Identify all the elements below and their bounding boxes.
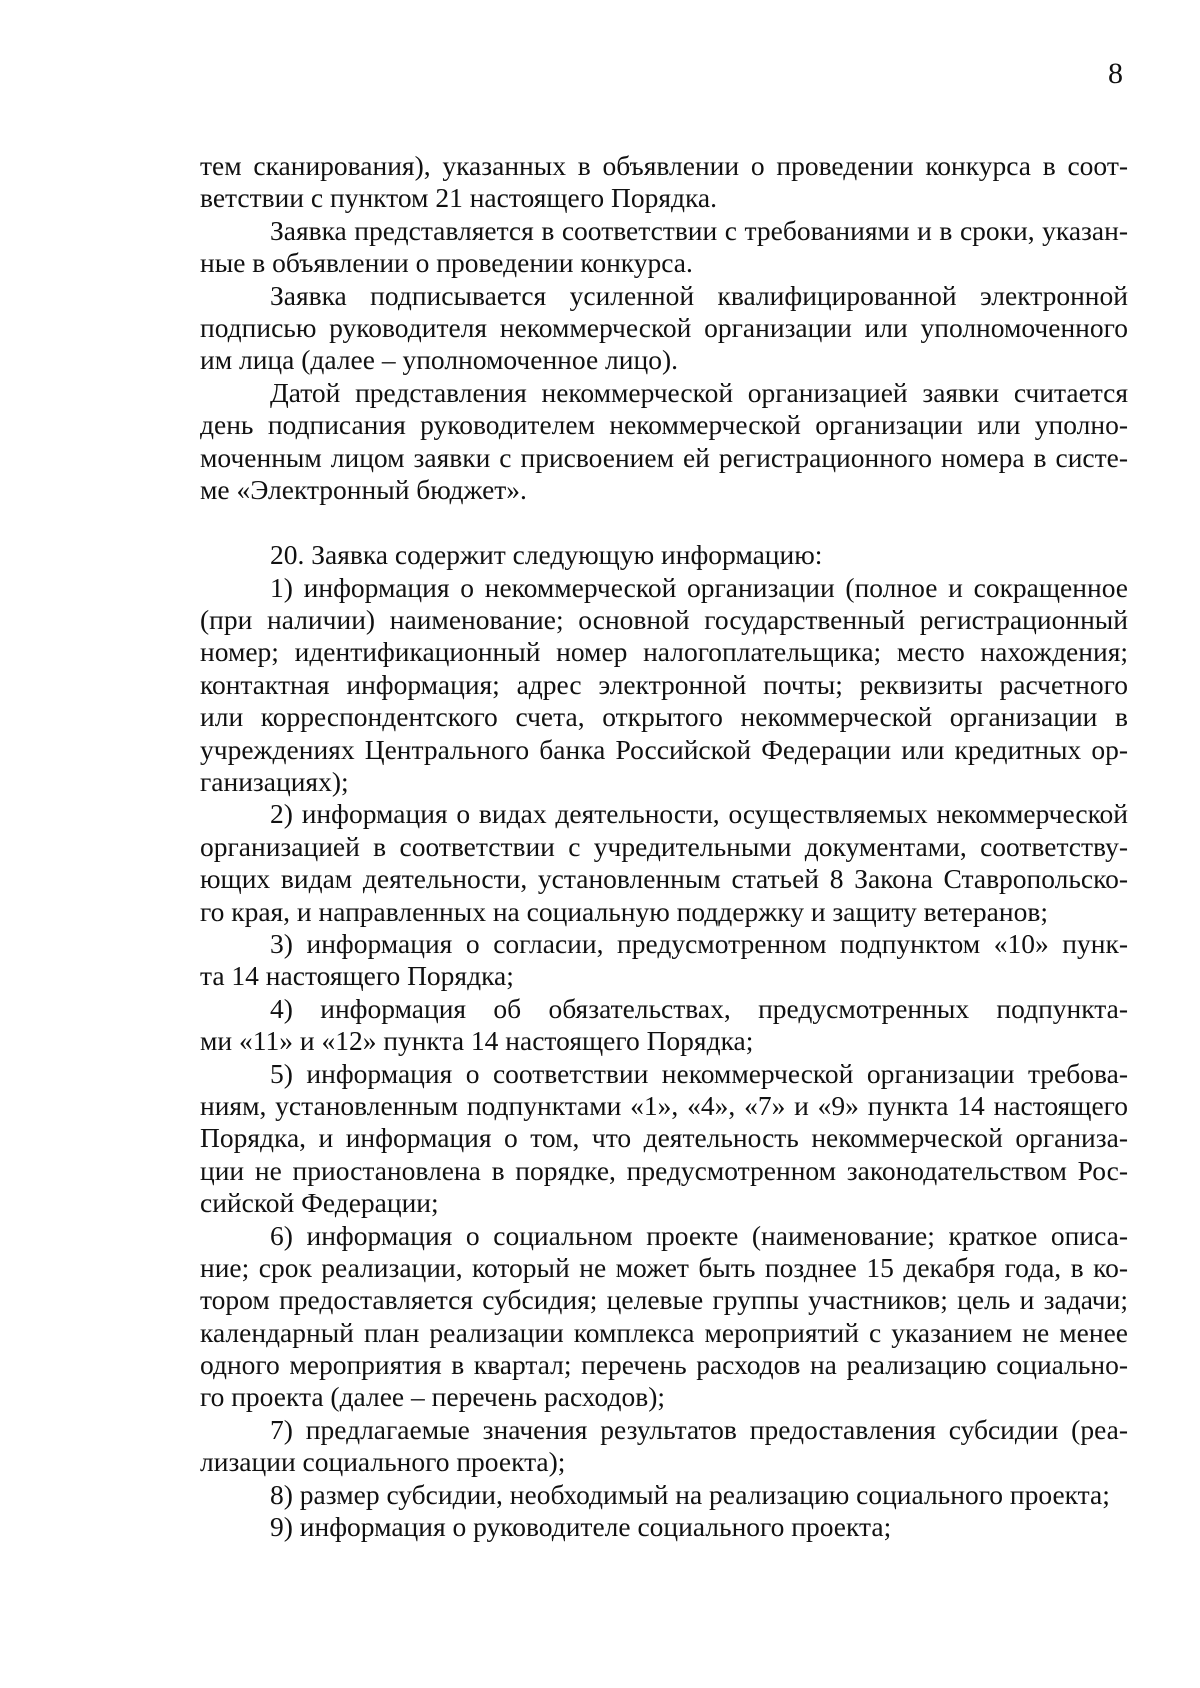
paragraph (200, 1058, 1128, 1220)
paragraph (200, 1220, 1128, 1414)
text-line: 4) информация об обязательствах, предусмотренных подпункта- (270, 992, 1128, 1024)
text-line: номер; идентификационный номер налогоплательщика; место нахождения; (200, 636, 1128, 668)
paragraph (200, 928, 1128, 993)
text-line: 20. Заявка содержит следующую информацию: (270, 539, 823, 571)
text-line: сийской Федерации; (200, 1187, 439, 1219)
text-line: та 14 настоящего Порядка; (200, 960, 514, 992)
text-line: Заявка представляется в соответствии с требованиями и в сроки, указан- (270, 214, 1128, 246)
text-line: ниям, установленным подпунктами «1», «4», «7» и «9» пункта 14 настоящего (200, 1089, 1128, 1121)
text-line: ные в объявлении о проведении конкурса. (200, 247, 693, 279)
text-line: ме «Электронный бюджет». (200, 473, 527, 505)
text-line: календарный план реализации комплекса мероприятий с указанием не менее (200, 1316, 1128, 1348)
text-line: одного мероприятия в квартал; перечень расходов на реализацию социально- (200, 1349, 1128, 1381)
text-line: им лица (далее – уполномоченное лицо). (200, 344, 679, 376)
text-line: 6) информация о социальном проекте (наименование; краткое описа- (270, 1219, 1128, 1251)
text-line: учреждениях Центрального банка Российской Федерации или кредитных ор- (200, 733, 1128, 765)
paragraph (200, 798, 1128, 928)
paragraph-gap (200, 506, 1128, 539)
text-line: ние; срок реализации, который не может быть позднее 15 декабря года, в ко- (200, 1251, 1128, 1283)
page-number: 8 (1108, 57, 1123, 90)
paragraph (200, 993, 1128, 1058)
text-line: или корреспондентского счета, открытого некоммерческой организации в (200, 701, 1128, 733)
text-line: тором предоставляется субсидия; целевые группы участников; цель и задачи; (200, 1284, 1128, 1316)
paragraph (200, 280, 1128, 377)
paragraph (200, 572, 1128, 799)
text-line: ми «11» и «12» пункта 14 настоящего Порядка; (200, 1025, 754, 1057)
text-line: организацией в соответствии с учредительными документами, соответству- (200, 830, 1128, 862)
text-line: подписью руководителя некоммерческой организации или уполномоченного (200, 311, 1128, 343)
text-line: 7) предлагаемые значения результатов предоставления субсидии (реа- (270, 1413, 1128, 1445)
text-line: ганизациях); (200, 766, 349, 798)
text-line: день подписания руководителем некоммерческой организации или уполно- (200, 409, 1128, 441)
text-line: го проекта (далее – перечень расходов); (200, 1381, 665, 1413)
document-body (200, 150, 1128, 1543)
paragraph (200, 1479, 1128, 1511)
paragraph (200, 1414, 1128, 1479)
text-line: 1) информация о некоммерческой организации (полное и сокращенное (270, 571, 1128, 603)
text-line: 2) информация о видах деятельности, осуществляемых некоммерческой (270, 798, 1128, 830)
text-line: ции не приостановлена в порядке, предусмотренном законодательством Рос- (200, 1154, 1128, 1186)
text-line: Заявка подписывается усиленной квалифицированной электронной (270, 279, 1128, 311)
text-line: тем сканирования), указанных в объявлении о проведении конкурса в соот- (200, 150, 1128, 181)
text-line: 9) информация о руководителе социального проекта; (270, 1511, 892, 1543)
text-line: 3) информация о согласии, предусмотренном подпунктом «10» пунк- (270, 927, 1128, 959)
text-line: контактная информация; адрес электронной почты; реквизиты расчетного (200, 668, 1128, 700)
text-line: го края, и направленных на социальную поддержку и защиту ветеранов; (200, 895, 1048, 927)
text-line: 5) информация о соответствии некоммерческой организации требова- (270, 1057, 1128, 1089)
text-line: ющих видам деятельности, установленным статьей 8 Закона Ставропольско- (200, 863, 1128, 895)
text-line: ветствии с пунктом 21 настоящего Порядка. (200, 182, 717, 214)
text-line: Датой представления некоммерческой организацией заявки считается (270, 376, 1128, 408)
text-line: моченным лицом заявки с присвоением ей регистрационного номера в систе- (200, 441, 1128, 473)
paragraph (200, 150, 1128, 215)
paragraph (200, 215, 1128, 280)
text-line: лизации социального проекта); (200, 1446, 566, 1478)
text-line: (при наличии) наименование; основной государственный регистрационный (200, 604, 1128, 636)
text-line: Порядка, и информация о том, что деятельность некоммерческой организа- (200, 1122, 1128, 1154)
text-line: 8) размер субсидии, необходимый на реализацию социального проекта; (270, 1478, 1110, 1510)
paragraph (200, 539, 1128, 571)
paragraph (200, 1511, 1128, 1543)
paragraph (200, 377, 1128, 507)
